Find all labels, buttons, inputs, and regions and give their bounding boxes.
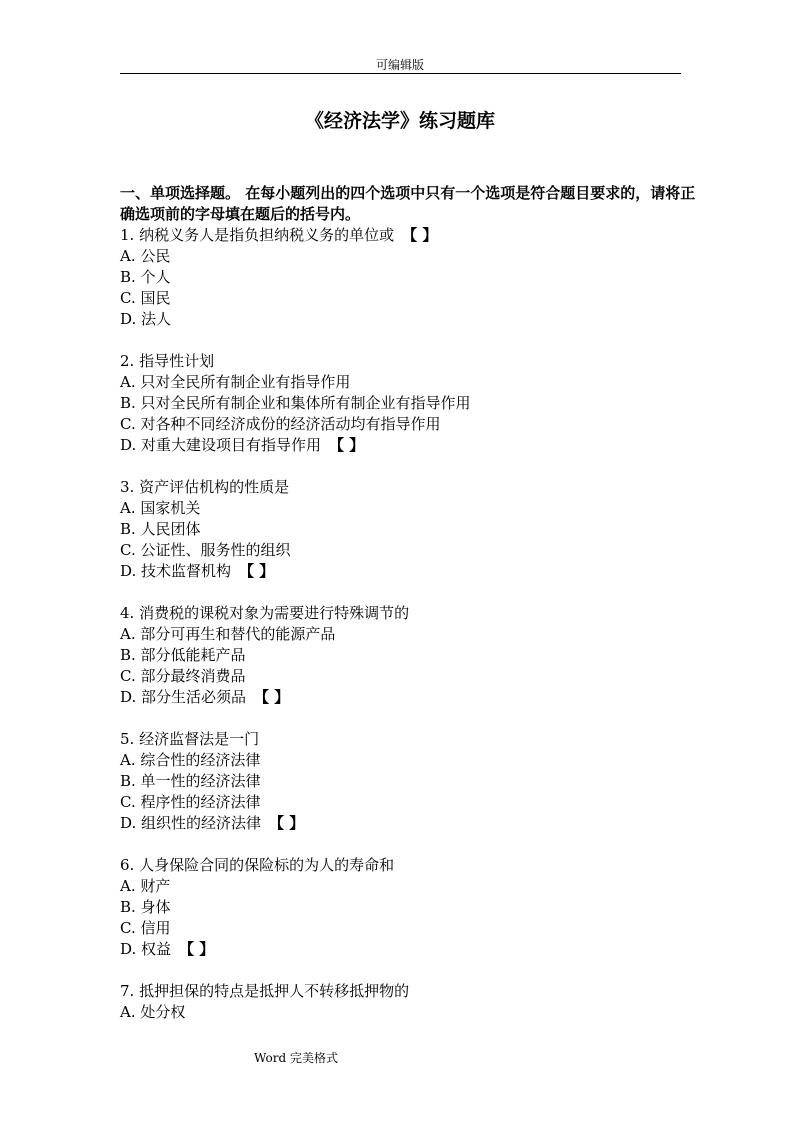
section-heading: 一、单项选择题。 在每小题列出的四个选项中只有一个选项是符合题目要求的，请将正确选项前的字母填在题后的括号内。 <box>120 184 696 223</box>
option-c: C. 程序性的经济法律 <box>120 793 261 811</box>
document-title: 《经济法学》练习题库 <box>304 110 495 132</box>
option-d-line <box>120 813 700 834</box>
question-stem: 7. 抵押担保的特点是抵押人不转移抵押物的 <box>120 982 410 1000</box>
question-3 <box>120 477 700 582</box>
answer-bracket: 【 】 <box>179 940 215 958</box>
answer-bracket: 【 】 <box>239 562 275 580</box>
option-a: A. 公民 <box>120 247 171 265</box>
answer-bracket: 【 】 <box>402 226 438 244</box>
option-b: B. 个人 <box>120 268 171 286</box>
question-stem: 6. 人身保险合同的保险标的为人的寿命和 <box>120 856 395 874</box>
option-a: A. 部分可再生和替代的能源产品 <box>120 625 336 643</box>
option-b: B. 身体 <box>120 898 171 916</box>
stem-text: 1. 纳税义务人是指负担纳税义务的单位或 <box>120 226 395 244</box>
page-header: 可编辑版 <box>375 58 424 72</box>
page-footer: Word 完美格式 <box>254 1051 338 1065</box>
question-4 <box>120 603 700 708</box>
option-d: D. 法人 <box>120 310 172 328</box>
option-b: B. 只对全民所有制企业和集体所有制企业有指导作用 <box>120 394 471 412</box>
option-d-line <box>120 561 700 582</box>
answer-bracket: 【 】 <box>329 436 365 454</box>
option-c: C. 信用 <box>120 919 171 937</box>
option-c: C. 公证性、服务性的组织 <box>120 541 291 559</box>
option-a: A. 国家机关 <box>120 499 201 517</box>
option-c: C. 对各种不同经济成份的经济活动均有指导作用 <box>120 415 441 433</box>
answer-bracket: 【 】 <box>254 688 290 706</box>
option-a: A. 只对全民所有制企业有指导作用 <box>120 373 351 391</box>
option-c: C. 部分最终消费品 <box>120 667 246 685</box>
option-a: A. 综合性的经济法律 <box>120 751 261 769</box>
question-1 <box>120 225 700 330</box>
option-a: A. 处分权 <box>120 1003 186 1021</box>
question-stem: 2. 指导性计划 <box>120 352 215 370</box>
option-b: B. 人民团体 <box>120 520 201 538</box>
option-d-line <box>120 435 700 456</box>
option-b: B. 单一性的经济法律 <box>120 772 261 790</box>
option-b: B. 部分低能耗产品 <box>120 646 246 664</box>
option-d-line <box>120 939 700 960</box>
answer-bracket: 【 】 <box>269 814 305 832</box>
question-5 <box>120 729 700 834</box>
question-stem: 3. 资产评估机构的性质是 <box>120 478 290 496</box>
header-rule <box>120 73 681 74</box>
option-c: C. 国民 <box>120 289 171 307</box>
question-list <box>120 225 700 1044</box>
question-stem <box>120 225 700 246</box>
option-d: D. 技术监督机构 <box>120 562 232 580</box>
option-d: D. 对重大建设项目有指导作用 <box>120 436 322 454</box>
option-d: D. 部分生活必须品 <box>120 688 247 706</box>
option-a: A. 财产 <box>120 877 171 895</box>
question-stem: 4. 消费税的课税对象为需要进行特殊调节的 <box>120 604 410 622</box>
question-6 <box>120 855 700 960</box>
option-d: D. 权益 <box>120 940 172 958</box>
question-7 <box>120 981 700 1023</box>
question-2 <box>120 351 700 456</box>
question-stem: 5. 经济监督法是一门 <box>120 730 260 748</box>
option-d: D. 组织性的经济法律 <box>120 814 262 832</box>
option-d-line <box>120 687 700 708</box>
